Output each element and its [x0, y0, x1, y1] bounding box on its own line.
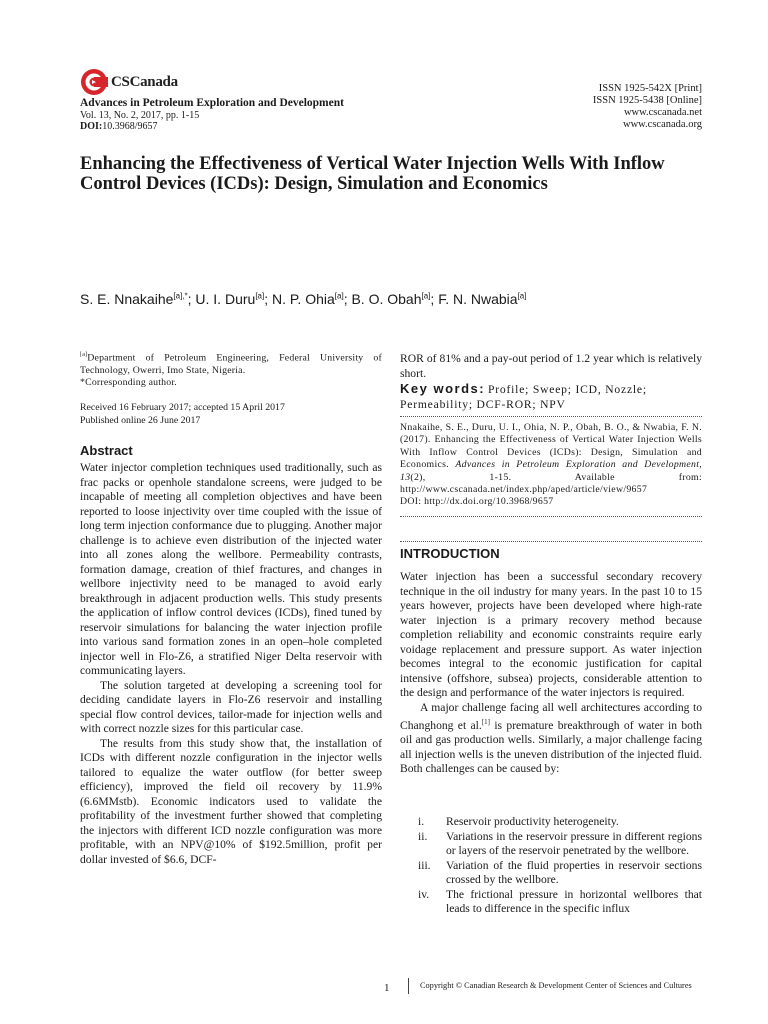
intro-text: is premature breakthrough of water in both oil and gas production wells. Similarly, a major challenge facing all injection wells is the uneven distribution of the injected fluid. Both challenges can be caused by:	[400, 718, 702, 776]
website-link-org[interactable]: www.cscanada.org	[622, 119, 702, 130]
author-affil-mark: [a]	[517, 291, 527, 301]
author-affil-mark: [a]	[421, 291, 431, 301]
list-number: iv.	[418, 887, 430, 901]
journal-name: Advances in Petroleum Exploration and Development	[80, 97, 344, 109]
keywords-values: Profile; Sweep; ICD, Nozzle; Permeability; DCF-ROR; NPV	[400, 383, 647, 411]
doi-line	[80, 121, 158, 132]
logo-text: CSCanada	[111, 74, 178, 90]
intro-text: A major challenge facing all well architectures according to Changhong et al.	[400, 700, 702, 732]
page-number: 1	[384, 982, 390, 994]
author-affil-mark: [a],*	[173, 291, 188, 301]
issn-print: ISSN 1925-542X [Print]	[598, 83, 702, 94]
abstract-body	[80, 461, 382, 867]
affiliation-text: Department of Petroleum Engineering, Federal University of Technology, Owerri, Imo State, Nigeria.	[80, 352, 382, 376]
abstract-continuation: ROR of 81% and a pay-out period of 1.2 year which is relatively short.	[400, 352, 702, 380]
affiliation	[80, 349, 382, 390]
copyright-notice: Copyright © Canadian Research & Development Center of Sciences and Cultures	[420, 981, 692, 990]
reference-mark[interactable]: [1]	[481, 718, 490, 726]
issn-block	[593, 83, 702, 131]
author-separator: ;	[343, 291, 352, 307]
citation-block: Nnakaihe, S. E., Duru, U. I., Ohia, N. P., Obah, B. O., & Nwabia, F. N. (2017). Enhancing the Effectiveness of Vertical Water Injection Wells With Inflow Control Devices (ICDs): Design, Simulation and Economics. Advances in Petroleum Exploration and Development, 13(2), 1-15. Available from: http://www.cscanada.net/index.php/aped/article/view/9657 DOI: http://dx.doi.org/10.3968/9657	[400, 422, 703, 508]
divider	[400, 416, 702, 417]
keywords-label: Key words:	[400, 381, 486, 396]
cscanada-logo-icon	[80, 68, 108, 96]
introduction-heading: INTRODUCTION	[400, 546, 500, 561]
corresponding-author-note: *Corresponding author.	[80, 377, 177, 389]
publisher-logo	[80, 68, 220, 100]
list-number: i.	[418, 815, 425, 828]
citation-title: Enhancing the Effectiveness of Vertical Water Injection Wells With Inflow Control Devices (ICDs): Design, Simulation and Economics.	[400, 434, 702, 471]
list-item	[400, 815, 702, 830]
abstract-paragraph: The solution targeted at developing a screening tool for deciding candidate layers in Flo-Z6 reservoir and installing special flow control devices, tailor-made for injection wells and with correct nozzle sizes for this particular case.	[80, 678, 382, 735]
citation-doi-link[interactable]: DOI: http://dx.doi.org/10.3968/9657	[400, 496, 554, 508]
abstract-paragraph: The results from this study show that, the installation of ICDs with different nozzle configuration in the injector wells tailored to equalize the water outflow (for better sweep efficiency), improved the field oil recovery by 11.9% (6.6MMstb). Economic indicators used to validate the profitability of the investment further showed that completing the injectors with different ICD nozzle configuration was more profitable, with an NPV@10% of $192.5million, profit per dollar invested of $6.6, DCF-	[80, 736, 382, 866]
intro-paragraph: Water injection has been a successful secondary recovery technique in the oil industry for many years. In the past 10 to 15 years however, projects have been developed where high-rate water injection is a primary recovery method because completion reliability and economic constraints require early voidage replacement and pressure support. As water injection becomes integral to the economic justification for capital intensive (offshore, subsea) projects, considerable attention to the design and performance of the water injectors is required.	[400, 570, 702, 699]
author-list	[80, 291, 720, 307]
author-affil-mark: [a]	[255, 291, 265, 301]
list-text: Variation of the fluid properties in reservoir sections crossed by the wellbore.	[446, 858, 702, 886]
divider	[400, 541, 702, 542]
paper-title: Enhancing the Effectiveness of Vertical Water Injection Wells With Inflow Control Devices (ICDs): Design, Simulation and Economics	[80, 154, 665, 194]
website-link-net[interactable]: www.cscanada.net	[623, 107, 702, 118]
author-affil-mark: [a]	[334, 291, 344, 301]
published-date: Published online 26 June 2017	[80, 414, 201, 426]
abstract-paragraph: Water injector completion techniques used traditionally, such as frac packs or openhole standalone screens, were judged to be incapable of meeting all completion objectives and have been reported to loose injectivity over time coupled with the issue of long term injection conformance due to plugging. Another major challenge is to achieve even distribution of the injected water into all zones along the wellbore. Permeability contrasts, formation damage, creation of thief fractures, and changes in wellbore injectivity need to be managed to avoid early breakthrough in adjacent production wells. This study presents the application of inflow control devices (ICDs), fined tuned by reservoir simulations for balancing the water injection profile into various sand formation zones in an open–hole completed injector well in Flo-Z6, a stratified Niger Delta reservoir with communicating layers.	[80, 461, 382, 677]
list-text: Variations in the reservoir pressure in different regions or layers of the reservoir penetrated by the wellbore.	[446, 829, 702, 857]
list-text: Reservoir productivity heterogeneity.	[446, 815, 619, 828]
citation-available-label: Available from:	[574, 471, 702, 483]
citation-journal: Advances in Petroleum Exploration and Development	[455, 459, 700, 471]
author-separator: ;	[430, 291, 439, 307]
list-item	[400, 859, 702, 888]
author-name: B. O. Obah	[351, 291, 422, 307]
list-item	[400, 830, 702, 859]
citation-volume: 13	[400, 471, 411, 483]
doi-label: DOI:	[80, 121, 103, 132]
author-name: N. P. Ohia	[272, 291, 335, 307]
divider	[400, 516, 702, 517]
keywords	[400, 382, 702, 412]
issn-online: ISSN 1925-5438 [Online]	[592, 95, 702, 106]
intro-paragraph	[400, 701, 702, 777]
list-item	[400, 888, 702, 917]
causes-list	[400, 815, 702, 917]
author-separator: ;	[187, 291, 196, 307]
author-name: U. I. Duru	[195, 291, 256, 307]
volume-info: Vol. 13, No. 2, 2017, pp. 1-15	[80, 110, 200, 121]
list-text: The frictional pressure in horizontal wellbores that leads to difference in the specific influx	[446, 887, 702, 915]
introduction-body	[400, 570, 702, 777]
abstract-heading: Abstract	[80, 443, 133, 458]
received-accepted: Received 16 February 2017; accepted 15 April 2017	[80, 402, 285, 413]
author-name: F. N. Nwabia	[438, 291, 518, 307]
author-name: S. E. Nnakaihe	[80, 291, 174, 307]
footer-divider	[408, 978, 409, 994]
doi-value: 10.3968/9657	[102, 121, 158, 132]
author-separator: ;	[264, 291, 272, 307]
citation-issue-pages: (2), 1-15.	[410, 471, 512, 483]
citation-authors: Nnakaihe, S. E., Duru, U. I., Ohia, N. P., Obah, B. O., & Nwabia, F. N. (2017).	[400, 422, 702, 446]
list-number: iii.	[418, 858, 431, 872]
citation-url-link[interactable]: http://www.cscanada.net/index.php/aped/article/view/9657	[400, 484, 648, 496]
affiliation-mark: [a]	[80, 352, 88, 358]
list-number: ii.	[418, 829, 428, 843]
article-dates	[80, 402, 382, 427]
